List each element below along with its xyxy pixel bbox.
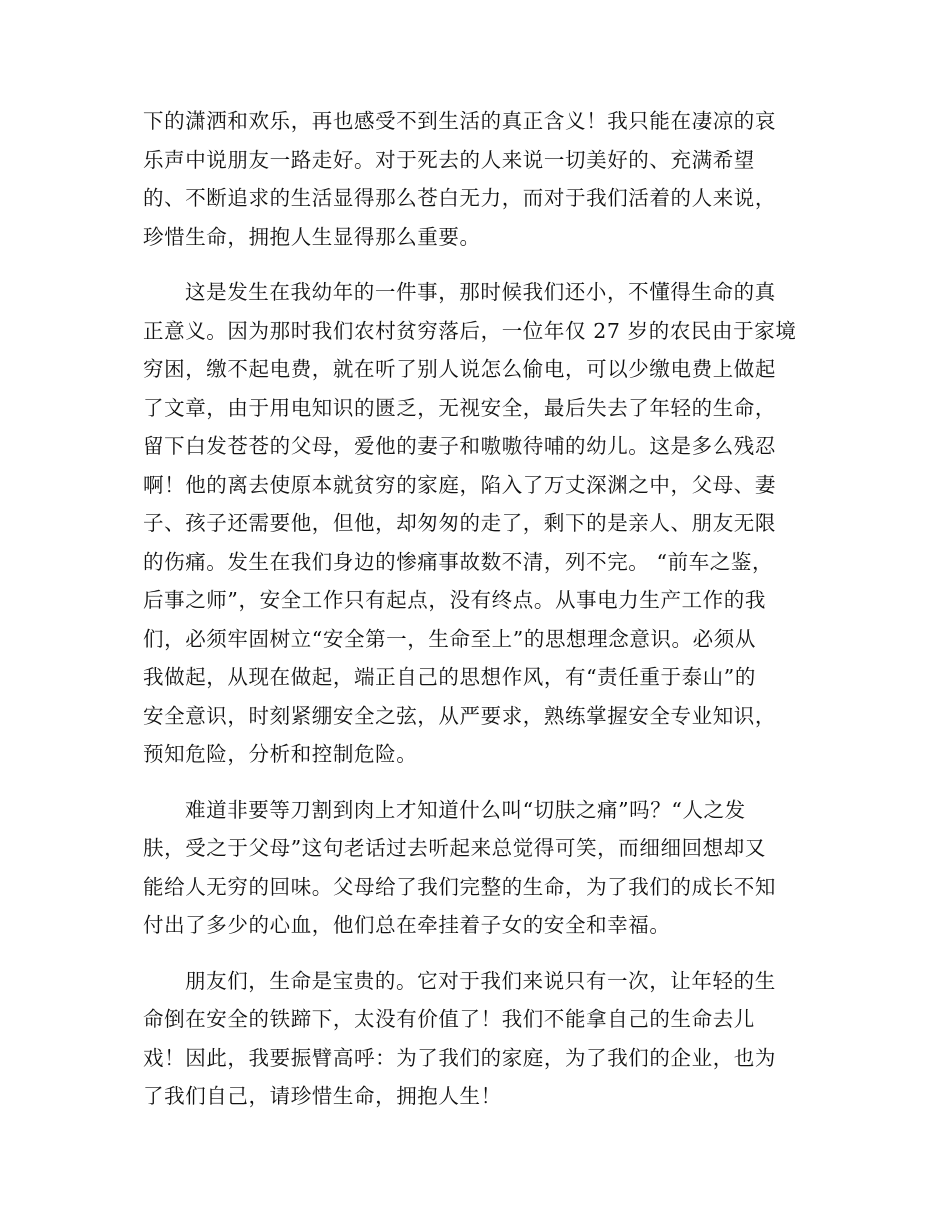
text-line: 预知危险，分析和控制危险。: [143, 742, 418, 766]
text-line: 正意义。因为那时我们农村贫穷落后，一位年仅 27 岁的农民由于家境: [143, 318, 797, 343]
text-line: 这是发生在我幼年的一件事，那时候我们还小，不懂得生命的真: [185, 280, 776, 304]
text-line: 能给人无穷的回味。父母给了我们完整的生命，为了我们的成长不知: [143, 874, 776, 899]
text-line: 戏！因此，我要振臂高呼：为了我们的家庭，为了我们的企业，也为: [143, 1045, 776, 1070]
paragraph-1: [143, 102, 813, 256]
text-line: 们，必须牢固树立“安全第一，生命至上”的思想理念意识。必须从: [143, 626, 756, 651]
text-line: 后事之师”，安全工作只有起点，没有终点。从事电力生产工作的我: [143, 588, 766, 612]
text-line: 付出了多少的心血，他们总在牵挂着子女的安全和幸福。: [143, 913, 671, 937]
text-line: 难道非要等刀割到肉上才知道什么叫“切肤之痛”吗？“人之发: [185, 797, 746, 822]
text-line: 下的潇洒和欢乐，再也感受不到生活的真正含义！我只能在凄凉的哀: [143, 109, 776, 133]
text-line: 的、不断追求的生活显得那么苍白无力，而对于我们活着的人来说，: [143, 186, 776, 210]
text-line: 了我们自己，请珍惜生命，拥抱人生！: [143, 1084, 502, 1108]
text-line: 了文章，由于用电知识的匮乏，无视安全，最后失去了年轻的生命，: [143, 395, 776, 420]
text-line: 留下白发苍苍的父母，爱他的妻子和嗷嗷待哺的幼儿。这是多么残忍: [143, 434, 776, 458]
text-line: 子、孩子还需要他，但他，却匆匆的走了，剩下的是亲人、朋友无限: [143, 511, 776, 535]
text-line: 命倒在安全的铁蹄下，太没有价值了！我们不能拿自己的生命去儿: [143, 1007, 755, 1031]
text-line: 乐声中说朋友一路走好。对于死去的人来说一切美好的、充满希望: [143, 147, 755, 172]
paragraph-3: [143, 791, 813, 945]
text-line: 我做起，从现在做起，端正自己的思想作风，有“责任重于泰山”的: [143, 665, 756, 689]
text-line: 珍惜生命，拥抱人生显得那么重要。: [143, 224, 481, 249]
text-line: 肤，受之于父母”这句老话过去听起来总觉得可笑，而细细回想却又: [143, 836, 766, 860]
text-line: 穷困，缴不起电费，就在听了别人说怎么偷电，可以少缴电费上做起: [143, 357, 776, 381]
text-line: 的伤痛。发生在我们身边的惨痛事故数不清，列不完。 “前车之鉴，: [143, 549, 774, 574]
text-line: 安全意识，时刻紧绷安全之弦，从严要求，熟练掌握安全专业知识，: [143, 703, 776, 728]
paragraph-2: [143, 273, 813, 774]
paragraph-4: [143, 962, 813, 1116]
text-line: 朋友们，生命是宝贵的。它对于我们来说只有一次，让年轻的生: [185, 968, 776, 993]
document-body: [143, 102, 813, 1133]
text-line: 啊！他的离去使原本就贫穷的家庭，陷入了万丈深渊之中，父母、妻: [143, 472, 776, 497]
